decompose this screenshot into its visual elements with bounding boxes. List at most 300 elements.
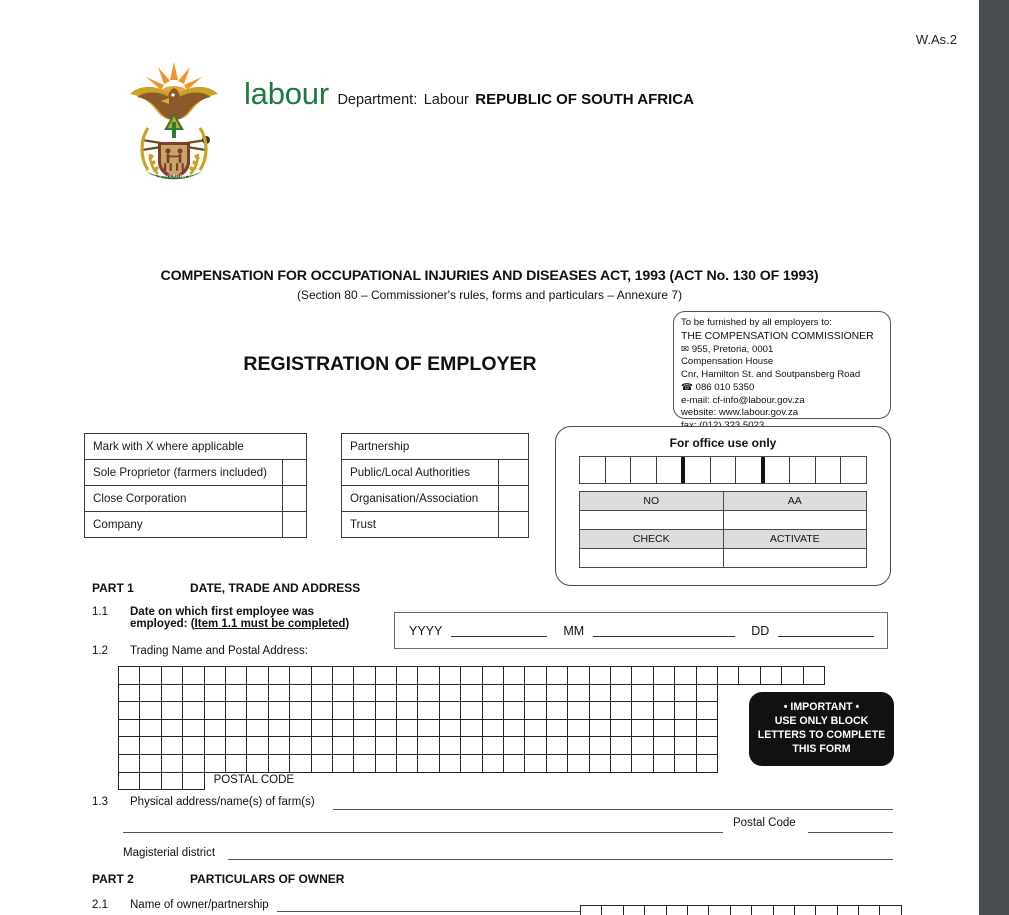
- phone-icon: ☎: [681, 381, 693, 393]
- address-grid-cell[interactable]: [503, 736, 525, 755]
- owner-grid-cell[interactable]: [644, 905, 666, 915]
- address-grid-cell[interactable]: [417, 684, 439, 703]
- address-grid-cell[interactable]: [182, 719, 204, 738]
- address-grid-cell[interactable]: [524, 754, 546, 773]
- office-use-title: For office use only: [669, 436, 777, 450]
- month-input[interactable]: [593, 624, 735, 637]
- address-grid-cell[interactable]: [696, 666, 718, 685]
- part-1-title: DATE, TRADE AND ADDRESS: [190, 581, 361, 595]
- address-grid-cell[interactable]: [182, 701, 204, 720]
- address-grid-cell[interactable]: [268, 736, 290, 755]
- office-value-no[interactable]: [580, 511, 724, 530]
- address-grid-cell[interactable]: [396, 666, 418, 685]
- address-grid-cell[interactable]: [460, 701, 482, 720]
- address-grid-cell[interactable]: [439, 701, 461, 720]
- address-grid-cell[interactable]: [546, 684, 568, 703]
- address-grid-cell[interactable]: [246, 701, 268, 720]
- address-grid-cell[interactable]: [503, 666, 525, 685]
- address-grid-cell[interactable]: [439, 666, 461, 685]
- contact-line-4: Cnr, Hamilton St. and Soutpansberg Road: [681, 369, 861, 381]
- address-grid-cell[interactable]: [289, 666, 311, 685]
- address-grid-cell[interactable]: [417, 701, 439, 720]
- address-grid-cell[interactable]: [332, 684, 354, 703]
- item-1-1-line-2: [130, 618, 392, 630]
- contact-line-0: To be furnished by all employers to:: [681, 317, 832, 328]
- owner-grid-cell[interactable]: [623, 905, 645, 915]
- address-grid-cell[interactable]: [225, 666, 247, 685]
- address-grid-cell[interactable]: [781, 666, 803, 685]
- address-grid-cell[interactable]: [589, 701, 611, 720]
- badge-line-1: • IMPORTANT •: [783, 701, 860, 714]
- address-grid-cell[interactable]: [118, 701, 140, 720]
- address-grid-cell[interactable]: [311, 666, 333, 685]
- address-grid-cell[interactable]: [332, 736, 354, 755]
- office-strip-cell-7[interactable]: [736, 457, 765, 483]
- address-grid-cell[interactable]: [396, 684, 418, 703]
- address-grid-cell[interactable]: [567, 736, 589, 755]
- address-grid-cell[interactable]: [546, 701, 568, 720]
- table-row: [85, 512, 307, 538]
- address-grid-cell[interactable]: [631, 736, 653, 755]
- address-grid-cell[interactable]: [803, 666, 825, 685]
- address-grid-cell[interactable]: [524, 736, 546, 755]
- postal-code-boxes: [118, 772, 204, 790]
- address-grid-cell[interactable]: [396, 719, 418, 738]
- page-title: REGISTRATION OF EMPLOYER: [243, 353, 537, 375]
- part-2-label: PART 2: [92, 872, 134, 886]
- item-1-1-underlined: Item 1.1 must be completed: [194, 618, 346, 630]
- office-strip-cell-10[interactable]: [816, 457, 842, 483]
- address-grid-cell[interactable]: [417, 719, 439, 738]
- address-grid-cell[interactable]: [567, 666, 589, 685]
- owner-grid-cell[interactable]: [730, 905, 752, 915]
- owner-grid-cell[interactable]: [708, 905, 730, 915]
- contact-line-7: website: www.labour.gov.za: [681, 407, 799, 419]
- address-grid-cell[interactable]: [653, 736, 675, 755]
- office-strip-cell-4[interactable]: [657, 457, 686, 483]
- office-use-grid: [579, 491, 867, 568]
- address-grid-cell[interactable]: [375, 684, 397, 703]
- table-row: [85, 460, 307, 486]
- letterhead: [120, 58, 694, 184]
- year-input[interactable]: [451, 624, 547, 637]
- address-grid-cell[interactable]: [653, 666, 675, 685]
- address-grid-cell[interactable]: [204, 684, 226, 703]
- postal-code-cell[interactable]: [118, 772, 140, 791]
- address-grid-cell[interactable]: [696, 684, 718, 703]
- address-grid-cell[interactable]: [653, 719, 675, 738]
- magisterial-district-input[interactable]: [228, 859, 893, 860]
- address-grid-cell[interactable]: [567, 719, 589, 738]
- envelope-icon: ✉: [681, 343, 690, 355]
- office-header-activate: ACTIVATE: [723, 530, 867, 549]
- address-grid-cell[interactable]: [268, 666, 290, 685]
- contact-line-3: Compensation House: [681, 356, 774, 368]
- address-grid-cell[interactable]: [460, 754, 482, 773]
- owner-grid-cell[interactable]: [879, 905, 901, 915]
- address-grid-cell[interactable]: [460, 719, 482, 738]
- address-grid-cell[interactable]: [738, 666, 760, 685]
- day-label: DD: [751, 623, 770, 638]
- address-grid-cell[interactable]: [503, 701, 525, 720]
- office-value-aa[interactable]: [723, 511, 867, 530]
- address-grid-cell[interactable]: [204, 754, 226, 773]
- address-grid-cell[interactable]: [696, 754, 718, 773]
- office-strip-cell-9[interactable]: [790, 457, 816, 483]
- owner-grid-cell[interactable]: [687, 905, 709, 915]
- address-grid-cell[interactable]: [353, 736, 375, 755]
- address-grid-cell[interactable]: [567, 701, 589, 720]
- address-grid-cell[interactable]: [631, 719, 653, 738]
- office-strip-cell-1[interactable]: [580, 457, 606, 483]
- address-grid-cell[interactable]: [289, 684, 311, 703]
- address-grid-cell[interactable]: [182, 736, 204, 755]
- commissioner-contact-box: [673, 311, 891, 419]
- address-grid-cell[interactable]: [589, 684, 611, 703]
- address-grid-cell[interactable]: [653, 701, 675, 720]
- owner-grid-row-partial: [580, 905, 901, 915]
- address-grid-cell[interactable]: [396, 736, 418, 755]
- address-grid-cell[interactable]: [674, 754, 696, 773]
- address-grid-cell[interactable]: [567, 684, 589, 703]
- address-grid-cell[interactable]: [139, 684, 161, 703]
- address-grid-cell[interactable]: [225, 701, 247, 720]
- address-grid-cell[interactable]: [610, 754, 632, 773]
- office-use-reference-strip[interactable]: [579, 456, 867, 484]
- item-1-2-number: 1.2: [92, 645, 108, 657]
- contact-line-2: [681, 344, 883, 357]
- address-grid-row-5: [118, 736, 824, 754]
- address-grid-cell[interactable]: [674, 684, 696, 703]
- address-grid-cell[interactable]: [225, 719, 247, 738]
- address-grid-cell[interactable]: [375, 754, 397, 773]
- item-2-1-number: 2.1: [92, 899, 108, 911]
- address-grid-cell[interactable]: [225, 754, 247, 773]
- address-grid-cell[interactable]: [439, 684, 461, 703]
- address-grid-cell[interactable]: [503, 754, 525, 773]
- address-grid-cell[interactable]: [182, 666, 204, 685]
- entity-right-checkbox-2[interactable]: [499, 512, 529, 538]
- address-grid-cell[interactable]: [546, 754, 568, 773]
- address-grid-cell[interactable]: [204, 736, 226, 755]
- office-value-activate[interactable]: [723, 549, 867, 568]
- address-grid-cell[interactable]: [139, 701, 161, 720]
- svg-text:!KE E: /XARRA //KE: !KE E: /XARRA //KE: [148, 175, 200, 180]
- address-grid-cell[interactable]: [353, 754, 375, 773]
- address-grid-cell[interactable]: [161, 754, 183, 773]
- office-value-check[interactable]: [580, 549, 724, 568]
- address-grid-cell[interactable]: [332, 666, 354, 685]
- address-grid-cell[interactable]: [460, 684, 482, 703]
- address-grid-cell[interactable]: [353, 684, 375, 703]
- owner-grid-cell[interactable]: [601, 905, 623, 915]
- postal-code-cell[interactable]: [182, 772, 204, 791]
- department-line-2: Labour: [423, 92, 469, 108]
- entity-type-table-left: [84, 433, 307, 538]
- address-grid-cell[interactable]: [610, 719, 632, 738]
- item-1-3-number: 1.3: [92, 796, 108, 808]
- address-grid-cell[interactable]: [311, 719, 333, 738]
- address-grid-cell[interactable]: [353, 719, 375, 738]
- address-grid-cell[interactable]: [289, 719, 311, 738]
- address-grid-cell[interactable]: [289, 754, 311, 773]
- owner-grid-cell[interactable]: [858, 905, 880, 915]
- address-grid-cell[interactable]: [546, 719, 568, 738]
- entity-left-checkbox-2[interactable]: [283, 512, 307, 538]
- address-grid-cell[interactable]: [546, 736, 568, 755]
- owner-grid-cell[interactable]: [666, 905, 688, 915]
- address-grid-cell[interactable]: [225, 684, 247, 703]
- address-grid-cell[interactable]: [246, 666, 268, 685]
- address-grid-cell[interactable]: [631, 684, 653, 703]
- address-grid-cell[interactable]: [375, 719, 397, 738]
- magisterial-district-label: Magisterial district: [123, 847, 216, 859]
- address-grid-cell[interactable]: [311, 754, 333, 773]
- office-strip-cell-5[interactable]: [685, 457, 711, 483]
- address-grid-cell[interactable]: [503, 684, 525, 703]
- address-grid-cell[interactable]: [653, 754, 675, 773]
- postal-code-grid-row: [118, 772, 824, 790]
- address-grid-cell[interactable]: [161, 719, 183, 738]
- entity-type-table-right: [341, 433, 529, 538]
- address-grid-cell[interactable]: [589, 719, 611, 738]
- address-grid-cell[interactable]: [161, 666, 183, 685]
- address-grid-cell[interactable]: [118, 684, 140, 703]
- south-african-coat-of-arms-icon: [120, 58, 228, 184]
- item-1-2-label: Trading Name and Postal Address:: [130, 645, 308, 657]
- address-grid-cell[interactable]: [332, 719, 354, 738]
- badge-line-2: USE ONLY BLOCK: [774, 715, 869, 728]
- address-grid-cell[interactable]: [631, 754, 653, 773]
- owner-grid-cell[interactable]: [580, 905, 602, 915]
- office-strip-cell-3[interactable]: [631, 457, 657, 483]
- address-grid-cell[interactable]: [268, 684, 290, 703]
- address-grid-cell[interactable]: [439, 754, 461, 773]
- address-grid-cell[interactable]: [417, 754, 439, 773]
- contact-line-5: [681, 382, 883, 395]
- owner-grid-cell[interactable]: [773, 905, 795, 915]
- address-grid-cell[interactable]: [118, 736, 140, 755]
- address-grid-cell[interactable]: [118, 719, 140, 738]
- owner-grid-cell[interactable]: [794, 905, 816, 915]
- address-grid-cell[interactable]: [225, 736, 247, 755]
- address-grid-cell[interactable]: [268, 754, 290, 773]
- address-grid-row-4: [118, 719, 824, 737]
- address-grid-cell[interactable]: [610, 701, 632, 720]
- postal-code-input[interactable]: [808, 832, 893, 833]
- department-line-1: Department:: [337, 92, 418, 108]
- address-grid-cell[interactable]: [161, 736, 183, 755]
- address-grid-cell[interactable]: [204, 719, 226, 738]
- office-use-box: [555, 426, 891, 586]
- address-grid-cell[interactable]: [524, 701, 546, 720]
- address-grid-cell[interactable]: [674, 666, 696, 685]
- important-block-letters-badge: [749, 692, 894, 766]
- address-grid-cell[interactable]: [246, 736, 268, 755]
- postal-code-cell[interactable]: [139, 772, 161, 791]
- item-1-3: [92, 796, 332, 808]
- address-grid-cell[interactable]: [717, 666, 739, 685]
- item-1-3-input[interactable]: [333, 809, 893, 810]
- item-2-1-label: Name of owner/partnership: [130, 899, 269, 911]
- address-grid-cell[interactable]: [161, 684, 183, 703]
- address-grid-cell[interactable]: [589, 666, 611, 685]
- office-strip-cell-8[interactable]: [765, 457, 791, 483]
- item-2-1: [92, 899, 342, 911]
- address-grid-cell[interactable]: [760, 666, 782, 685]
- trading-name-address-grid[interactable]: [118, 666, 824, 789]
- address-grid-cell[interactable]: [204, 701, 226, 720]
- address-grid-cell[interactable]: [610, 684, 632, 703]
- table-row: [342, 512, 529, 538]
- address-grid-cell[interactable]: [482, 736, 504, 755]
- employment-date-box: [394, 612, 888, 649]
- entity-left-label-2: Company: [85, 512, 283, 538]
- address-grid-cell[interactable]: [482, 666, 504, 685]
- table-row: [580, 530, 867, 549]
- address-grid-cell[interactable]: [204, 666, 226, 685]
- address-grid-cell[interactable]: [567, 754, 589, 773]
- entity-left-header: Mark with X where applicable: [85, 434, 307, 460]
- address-grid-cell[interactable]: [182, 754, 204, 773]
- address-grid-cell[interactable]: [118, 754, 140, 773]
- month-label: MM: [563, 623, 585, 638]
- viewer-side-panel: [979, 0, 1009, 915]
- labour-wordmark: labour: [244, 76, 329, 111]
- address-grid-cell[interactable]: [375, 701, 397, 720]
- entity-right-checkbox-1[interactable]: [499, 486, 529, 512]
- address-grid-cell[interactable]: [311, 736, 333, 755]
- address-grid-cell[interactable]: [439, 719, 461, 738]
- table-row: [580, 549, 867, 568]
- act-title: COMPENSATION FOR OCCUPATIONAL INJURIES AND DISEASES ACT, 1993 (ACT No. 130 OF 1993): [160, 268, 819, 284]
- address-grid-row-1: [118, 666, 824, 684]
- address-grid-cell[interactable]: [375, 666, 397, 685]
- address-grid-cell[interactable]: [460, 666, 482, 685]
- address-grid-cell[interactable]: [631, 701, 653, 720]
- address-grid-cell[interactable]: [375, 736, 397, 755]
- item-1-1-suffix: ): [345, 618, 350, 630]
- address-grid-cell[interactable]: [460, 736, 482, 755]
- address-grid-cell[interactable]: [503, 719, 525, 738]
- address-grid-cell[interactable]: [653, 684, 675, 703]
- address-grid-cell[interactable]: [417, 736, 439, 755]
- address-grid-cell[interactable]: [589, 754, 611, 773]
- address-grid-cell[interactable]: [396, 754, 418, 773]
- badge-line-4: THIS FORM: [792, 742, 851, 755]
- office-strip-cell-11[interactable]: [841, 457, 866, 483]
- address-grid-cell[interactable]: [674, 701, 696, 720]
- address-grid-cell[interactable]: [246, 719, 268, 738]
- postal-code-cell[interactable]: [161, 772, 183, 791]
- address-grid-cell[interactable]: [268, 719, 290, 738]
- office-strip-cell-6[interactable]: [711, 457, 737, 483]
- address-grid-cell[interactable]: [396, 701, 418, 720]
- address-grid-row-6: [118, 754, 824, 772]
- address-grid-cell[interactable]: [482, 719, 504, 738]
- office-header-no: NO: [580, 492, 724, 511]
- badge-line-3: LETTERS TO COMPLETE: [757, 729, 886, 741]
- address-grid-cell[interactable]: [118, 666, 140, 685]
- address-grid-cell[interactable]: [696, 736, 718, 755]
- entity-right-label-2: Trust: [342, 512, 499, 538]
- address-grid-cell[interactable]: [524, 684, 546, 703]
- address-grid-cell[interactable]: [139, 719, 161, 738]
- address-grid-cell[interactable]: [439, 736, 461, 755]
- item-1-3-input-line-2[interactable]: [123, 832, 723, 833]
- table-row: [85, 434, 307, 460]
- owner-details-grid-partial[interactable]: [580, 905, 901, 915]
- address-grid-cell[interactable]: [482, 754, 504, 773]
- postal-code-label: Postal Code: [733, 817, 796, 829]
- address-grid-cell[interactable]: [161, 701, 183, 720]
- address-grid-cell[interactable]: [139, 666, 161, 685]
- owner-grid-cell[interactable]: [751, 905, 773, 915]
- entity-left-checkbox-0[interactable]: [283, 460, 307, 486]
- day-input[interactable]: [778, 624, 874, 637]
- address-grid-cell[interactable]: [182, 684, 204, 703]
- address-grid-cell[interactable]: [311, 684, 333, 703]
- address-grid-cell[interactable]: [139, 754, 161, 773]
- item-1-1-number: 1.1: [92, 606, 108, 618]
- act-subtitle: (Section 80 – Commissioner's rules, forms and particulars – Annexure 7): [296, 288, 683, 302]
- item-1-1: [92, 606, 392, 630]
- owner-grid-cell[interactable]: [815, 905, 837, 915]
- address-grid-cell[interactable]: [311, 701, 333, 720]
- entity-right-checkbox-0[interactable]: [499, 460, 529, 486]
- address-grid-cell[interactable]: [524, 719, 546, 738]
- address-grid-cell[interactable]: [482, 701, 504, 720]
- address-grid-cell[interactable]: [353, 666, 375, 685]
- address-grid-cell[interactable]: [696, 719, 718, 738]
- item-1-3-label: Physical address/name(s) of farm(s): [130, 796, 315, 808]
- address-grid-cell[interactable]: [417, 666, 439, 685]
- address-grid-cell[interactable]: [246, 684, 268, 703]
- address-grid-cell[interactable]: [546, 666, 568, 685]
- address-grid-cell[interactable]: [524, 666, 546, 685]
- owner-grid-cell[interactable]: [837, 905, 859, 915]
- country-line: REPUBLIC OF SOUTH AFRICA: [475, 91, 694, 108]
- address-grid-cell[interactable]: [289, 701, 311, 720]
- address-grid-cell[interactable]: [482, 684, 504, 703]
- address-grid-cell[interactable]: [268, 701, 290, 720]
- address-grid-cell[interactable]: [332, 754, 354, 773]
- entity-right-label-0: Public/Local Authorities: [342, 460, 499, 486]
- address-grid-cell[interactable]: [696, 701, 718, 720]
- office-strip-cell-2[interactable]: [606, 457, 632, 483]
- address-grid-cell[interactable]: [631, 666, 653, 685]
- contact-line-1: THE COMPENSATION COMMISSIONER: [681, 330, 874, 342]
- part-1-label: PART 1: [92, 581, 134, 595]
- table-row: [342, 460, 529, 486]
- address-grid-cell[interactable]: [289, 736, 311, 755]
- address-grid-cell[interactable]: [139, 736, 161, 755]
- address-grid-cell[interactable]: [610, 736, 632, 755]
- table-row: [342, 486, 529, 512]
- address-grid-cell[interactable]: [246, 754, 268, 773]
- address-grid-cell[interactable]: [674, 736, 696, 755]
- postal-code-grid-label: POSTAL CODE: [213, 774, 295, 787]
- part-2-title: PARTICULARS OF OWNER: [190, 872, 345, 886]
- item-1-1-prefix: employed: (: [130, 618, 195, 630]
- address-grid-cell[interactable]: [589, 736, 611, 755]
- address-grid-cell[interactable]: [610, 666, 632, 685]
- address-grid-cell[interactable]: [353, 701, 375, 720]
- address-grid-cell[interactable]: [332, 701, 354, 720]
- entity-left-checkbox-1[interactable]: [283, 486, 307, 512]
- item-1-1-line-1: Date on which first employee was: [130, 606, 315, 618]
- address-grid-cell[interactable]: [674, 719, 696, 738]
